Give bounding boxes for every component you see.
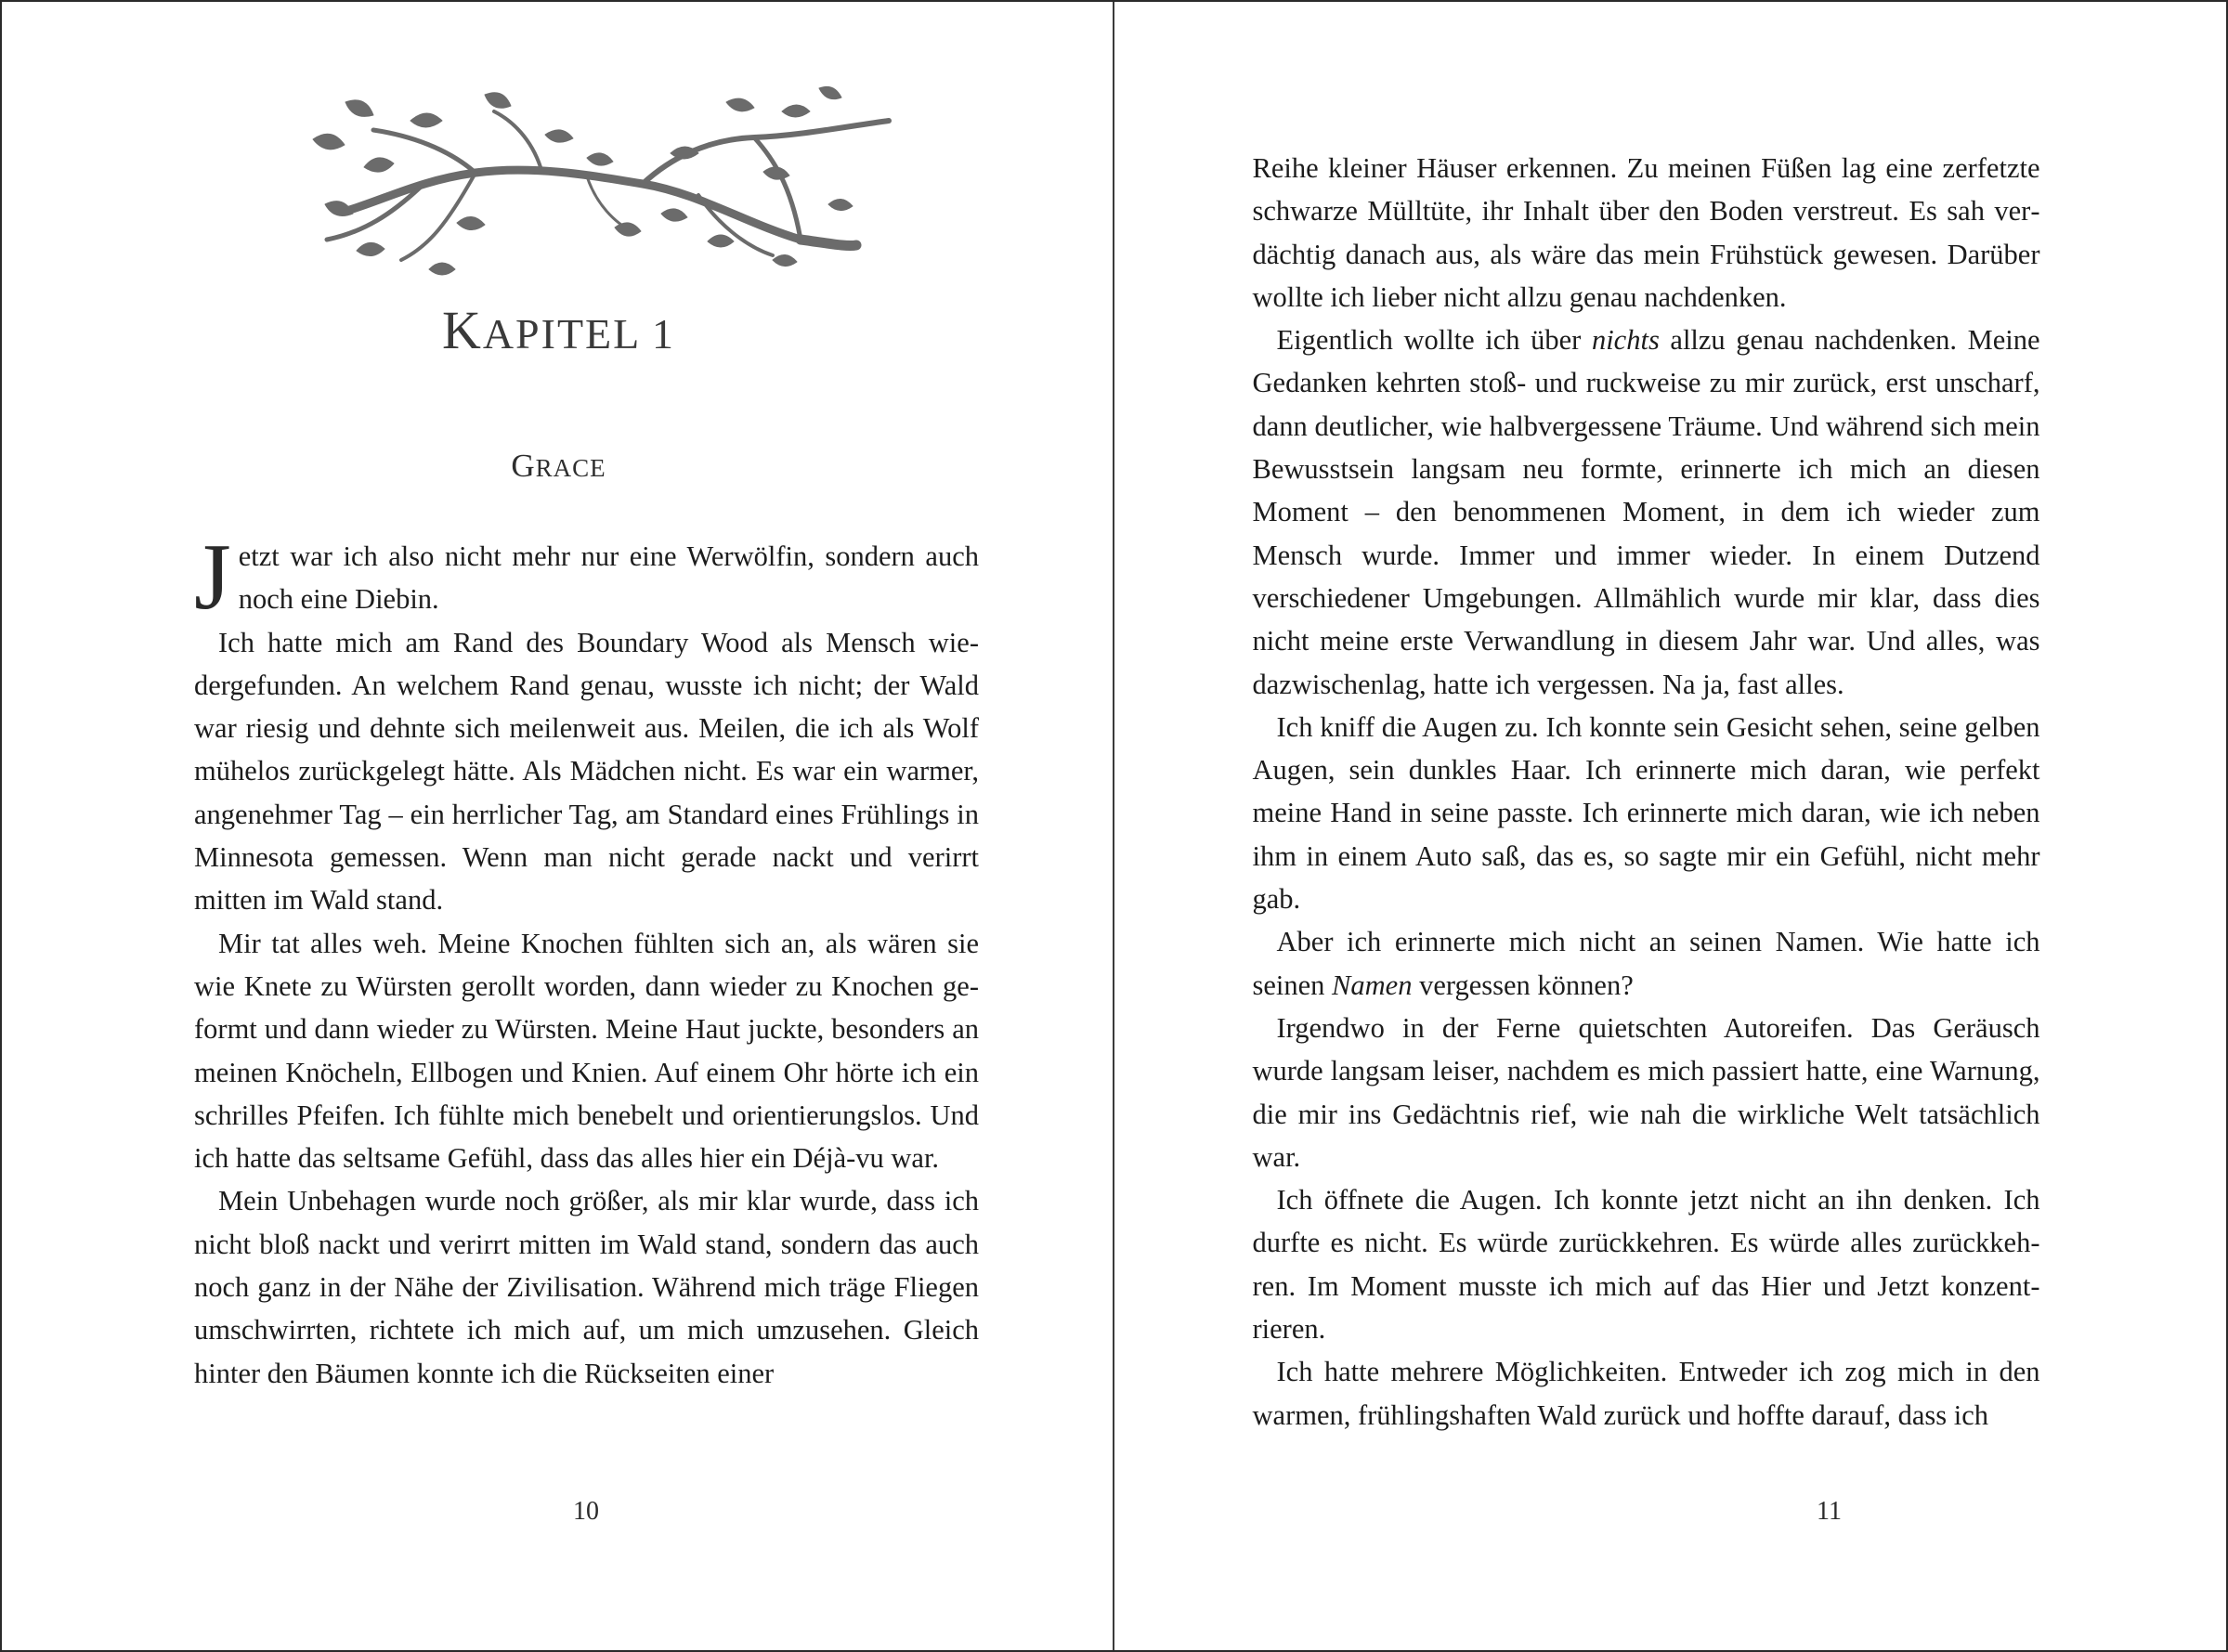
emphasis: Namen (1332, 969, 1413, 1001)
left-page-body (194, 525, 979, 1395)
right-page (1114, 2, 2227, 1650)
drop-cap: J (194, 525, 231, 630)
paragraph: Mein Unbehagen wurde noch größer, als mir klar wurde, dass ich nicht bloß nackt und verirrt mitten im Wald stand, sondern das auch noch ganz in der Nähe der Zivilisation. Während mich träge Fliegen umschwirrten, richtete ich mich auf, um mich umzusehen. Gleich hinter den Bäumen konnte ich die Rückseiten einer (194, 1185, 979, 1389)
paragraph: Eigentlich wollte ich über nichts allzu genau nachdenken. Meine Gedanken kehrten stoß- und ruckweise zu mir zurück, erst unscharf, dann deutlicher, wie halbvergessene Träume. Und während sich mein Bewusstsein langsam neu formte, erinnerte ich mich an diesen Moment – den benommenen Moment, in dem ich wieder zum Mensch wurde. Immer und immer wieder. In einem Dutzend verschiedener Umgebungen. Allmählich wurde mir klar, dass dies nicht meine erste Verwandlung in diesem Jahr war. Und alles, was dazwischenlag, hatte ich vergessen. Na ja, fast alles. (1252, 324, 2040, 700)
paragraph: Ich kniff die Augen zu. Ich konnte sein Gesicht sehen, seine gelben Augen, sein dunkles Haar. Ich erinnerte mich daran, wie perfekt meine Hand in seine passte. Ich erinnerte mich daran, wie ich neben ihm in einem Auto saß, das es, so sagte mir ein Gefühl, nicht mehr gab. (1252, 710, 2040, 916)
chapter-title: KAPITEL 1 (441, 300, 676, 360)
emphasis: nichts (1591, 324, 1660, 357)
paragraph: Jetzt war ich also nicht mehr nur eine Werwölfin, sondern auch noch eine Diebin. (194, 525, 979, 630)
paragraph: Ich öffnete die Augen. Ich konnte jetzt nicht an ihn denken. Ich durfte es nicht. Es würde zurückkehren. Es würde alles zurückkehren. Im Moment musste ich mich auf das Hier und Jetzt konzentrieren. (1252, 1184, 2040, 1346)
paragraph: Ich hatte mich am Rand des Boundary Wood als Mensch wiedergefunden. An welchem Rand genau, wusste ich nicht; der Wald war riesig und dehnte sich meilenweit aus. Meilen, die ich als Wolf mühelos zurückgelegt hätte. Als Mädchen nicht. Es war ein warmer, angenehmer Tag – ein herrlicher Tag, am Standard eines Frühlings in Minnesota gemessen. Wenn man nicht gerade nackt und verirrt mitten im Wald stand. (194, 626, 979, 917)
paragraph: Irgendwo in der Ferne quietschten Autoreifen. Das Geräusch wurde langsam leiser, nachdem es mich passiert hatte, eine Warnung, die mir ins Gedächtnis rief, wie nah die wirkliche Welt tatsächlich war. (1252, 1011, 2040, 1173)
paragraph: Aber ich erinnerte mich nicht an seinen Namen. Wie hatte ich seinen Namen vergessen können? (1252, 926, 2040, 1001)
branch-ornament-icon (308, 84, 903, 279)
chapter-subtitle: GRACE (511, 448, 606, 484)
page-number-right: 11 (1817, 1497, 1842, 1526)
paragraph: Reihe kleiner Häuser erkennen. Zu meinen Füßen lag eine zerfetzte schwarze Mülltüte, ihr Inhalt über den Boden verstreut. Es sah verdächtig danach aus, als wäre das mein Frühstück gewesen. Darüber wollte ich lieber nicht allzu genau nachdenken. (1252, 152, 2040, 313)
paragraph: Mir tat alles weh. Meine Knochen fühlten sich an, als wären sie wie Knete zu Würsten gerollt worden, dann wieder zu Knochen geformt und dann wieder zu Würsten. Meine Haut juckte, besonders an meinen Knöcheln, Ellbogen und Knien. Auf einem Ohr hörte ich ein schrilles Pfeifen. Ich fühlte mich benebelt und orientierungslos. Und ich hatte das seltsame Gefühl, dass das alles hier ein Déjà-vu war. (194, 927, 979, 1175)
paragraph: Ich hatte mehrere Möglichkeiten. Entweder ich zog mich in den warmen, frühlingshaften Wald zurück und hoffte darauf, dass ich (1252, 1356, 2040, 1431)
right-page-body (1253, 147, 2040, 1437)
page-number-left: 10 (573, 1497, 599, 1526)
left-page (2, 2, 1114, 1650)
